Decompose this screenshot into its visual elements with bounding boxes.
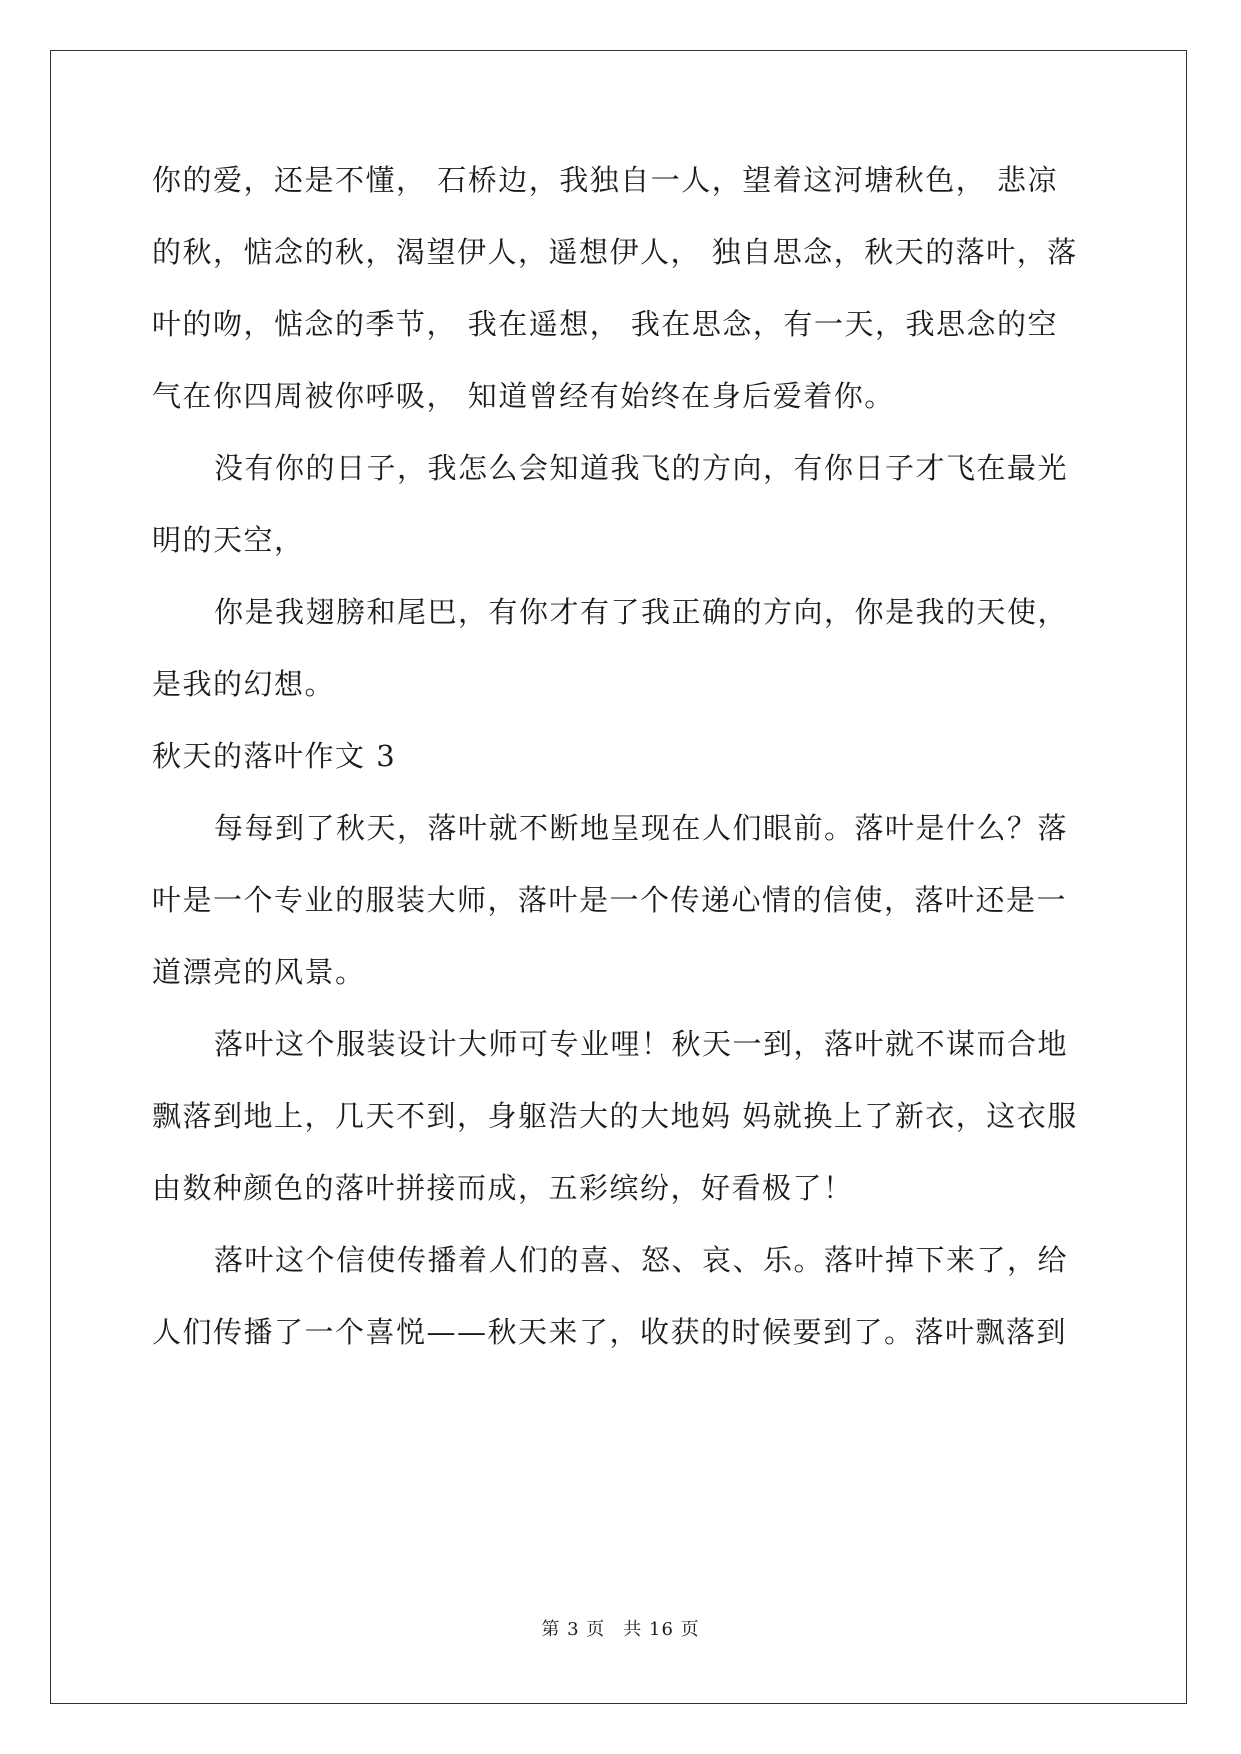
text-line: 叶是一个专业的服装大师，落叶是一个传递心情的信使，落叶还是一 <box>152 883 1068 917</box>
page-total: 共 16 页 <box>623 1619 700 1640</box>
page-number: 第 3 页 <box>541 1619 606 1640</box>
text-line: 道漂亮的风景。 <box>152 955 366 989</box>
paragraph-first-line: 落叶这个服装设计大师可专业哩！秋天一到，落叶就不谋而合地 <box>214 1027 1069 1061</box>
text-line: 飘落到地上，几天不到，身躯浩大的大地妈 妈就换上了新衣，这衣服 <box>152 1099 1078 1133</box>
text-line: 叶的吻，惦念的季节， 我在遥想， 我在思念，有一天，我思念的空 <box>152 307 1058 341</box>
text-line: 气在你四周被你呼吸， 知道曾经有始终在身后爱着你。 <box>152 379 895 413</box>
page-border <box>50 50 1187 1704</box>
paragraph-first-line: 每每到了秋天，落叶就不断地呈现在人们眼前。落叶是什么？落 <box>214 811 1069 845</box>
paragraph-first-line: 落叶这个信使传播着人们的喜、怒、哀、乐。落叶掉下来了，给 <box>214 1243 1069 1277</box>
text-line: 人们传播了一个喜悦——秋天来了，收获的时候要到了。落叶飘落到 <box>152 1315 1068 1349</box>
text-line: 是我的幻想。 <box>152 667 336 701</box>
text-line: 明的天空， <box>152 523 305 557</box>
text-line: 的秋，惦念的秋，渴望伊人，遥想伊人， 独自思念，秋天的落叶，落 <box>152 235 1078 269</box>
text-line: 由数种颜色的落叶拼接而成，五彩缤纷，好看极了！ <box>152 1171 854 1205</box>
text-line: 你的爱，还是不懂， 石桥边，我独自一人，望着这河塘秋色， 悲凉 <box>152 163 1058 197</box>
paragraph-first-line: 你是我翅膀和尾巴，有你才有了我正确的方向，你是我的天使， <box>214 595 1069 629</box>
paragraph-first-line: 没有你的日子，我怎么会知道我飞的方向，有你日子才飞在最光 <box>214 451 1069 485</box>
page-footer <box>0 1618 1241 1642</box>
section-heading: 秋天的落叶作文 3 <box>152 739 397 773</box>
